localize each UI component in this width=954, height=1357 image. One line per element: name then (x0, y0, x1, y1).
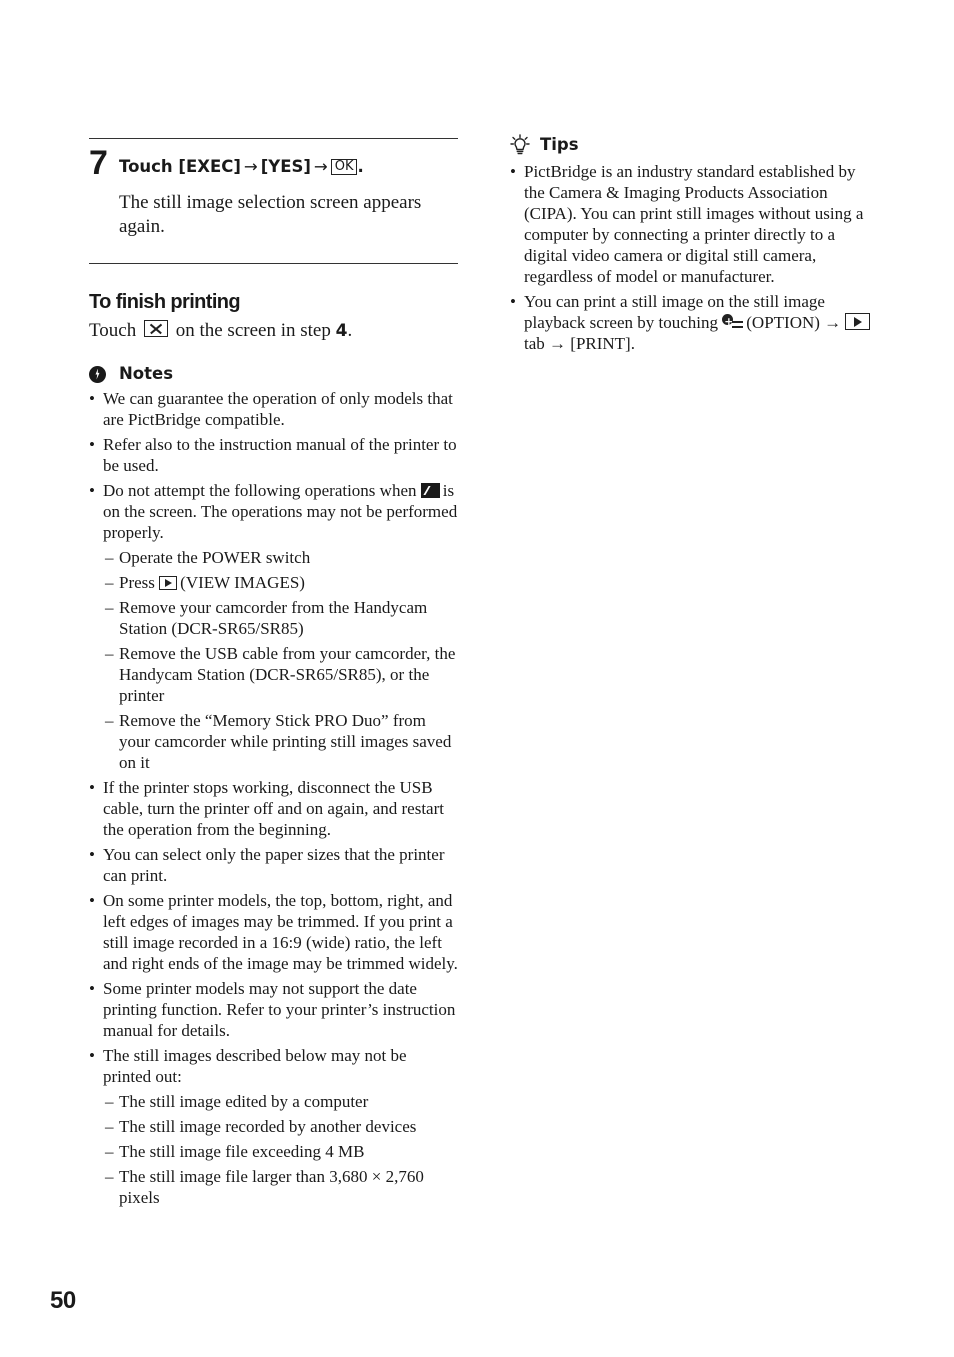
step-number: 7 (89, 144, 108, 182)
tip-text-a: You can print a still image on the still image playback screen by touching (524, 292, 825, 332)
press-label: Press (119, 573, 155, 592)
ok-button-icon: OK (331, 159, 358, 175)
note-lead: Do not attempt the following operations when (103, 481, 417, 500)
list-item: • Some printer models may not support the date printing function. Refer to your printer’s instruction manual for details. (89, 978, 458, 1041)
operations-list (103, 547, 458, 773)
notes-title: Notes (119, 364, 174, 383)
step-heading-end: . (357, 157, 364, 176)
list-item: • If the printer stops working, disconnect the USB cable, turn the printer off and on again, and restart the operation from the beginning. (89, 777, 458, 840)
notes-icon (89, 366, 106, 383)
view-images-label: (VIEW IMAGES) (180, 573, 305, 592)
list-item (510, 291, 880, 354)
middle-rule (89, 263, 458, 264)
print-label: [PRINT]. (570, 334, 635, 353)
list-item: – Remove the “Memory Stick PRO Duo” from your camcorder while printing still images saved on it (103, 710, 458, 773)
notes-list (89, 388, 458, 1208)
list-item: • We can guarantee the operation of only models that are PictBridge compatible. (89, 388, 458, 430)
step-heading (119, 157, 364, 177)
arrow-icon: → (243, 157, 258, 176)
list-item (89, 1045, 458, 1208)
playback-tab-icon (845, 313, 870, 330)
step-7 (89, 139, 458, 263)
view-images-icon (159, 576, 177, 590)
left-column (89, 138, 458, 1208)
list-item: – Operate the POWER switch (103, 547, 458, 568)
list-item (103, 572, 458, 593)
list-item: – Remove your camcorder from the Handycam Station (DCR-SR65/SR85) (103, 597, 458, 639)
option-label: (OPTION) (746, 313, 820, 332)
list-item: – The still image file exceeding 4 MB (103, 1141, 458, 1162)
list-item: – The still image edited by a computer (103, 1091, 458, 1112)
list-item: • PictBridge is an industry standard established by the Camera & Imaging Products Association (CIPA). You can print still images without using a computer by connecting a printer directly to a digital video camera or digital still camera, regardless of model or manufacturer. (510, 161, 880, 287)
arrow-icon: → (313, 157, 328, 176)
step-yes: [YES] (260, 157, 311, 176)
list-item (89, 480, 458, 773)
page-number: 50 (50, 1287, 76, 1314)
option-icon (722, 314, 743, 330)
tips-heading (510, 134, 880, 156)
arrow-icon: → (824, 313, 842, 332)
list-item: – The still image file larger than 3,680 × 2,760 pixels (103, 1166, 458, 1208)
right-column (510, 134, 880, 354)
tips-list (510, 161, 880, 354)
finish-text-end: . (347, 320, 353, 341)
note-tail: is on the screen. The operations may not be performed properly. (103, 481, 458, 542)
step-touch-exec: Touch [EXEC] (119, 157, 241, 176)
list-item: – The still image recorded by another devices (103, 1116, 458, 1137)
list-item: • You can select only the paper sizes that the printer can print. (89, 844, 458, 886)
close-x-icon (144, 320, 168, 337)
arrow-icon: → (549, 334, 567, 353)
step-description: The still image selection screen appears again. (119, 192, 422, 237)
tips-title: Tips (540, 135, 579, 154)
memory-card-access-icon (421, 483, 440, 498)
finish-printing-text (89, 319, 458, 343)
finish-printing-title: To finish printing (89, 291, 241, 313)
list-item: • Refer also to the instruction manual of the printer to be used. (89, 434, 458, 476)
lightbulb-icon (510, 134, 530, 156)
note-lead: The still images described below may not be printed out: (103, 1046, 407, 1086)
step-reference: 4 (335, 321, 348, 341)
list-item: • On some printer models, the top, bottom, right, and left edges of images may be trimmed. If you print a still image recorded in a 16:9 (wide) ratio, the left and right ends of the image may be trimmed widely. (89, 890, 458, 974)
finish-text-middle: on the screen in step (175, 320, 331, 341)
list-item: – Remove the USB cable from your camcorder, the Handycam Station (DCR-SR65/SR85), or the printer (103, 643, 458, 706)
tab-label: tab (524, 334, 545, 353)
unprintable-list (103, 1091, 458, 1208)
notes-heading (89, 364, 458, 384)
finish-text-before: Touch (89, 320, 137, 341)
